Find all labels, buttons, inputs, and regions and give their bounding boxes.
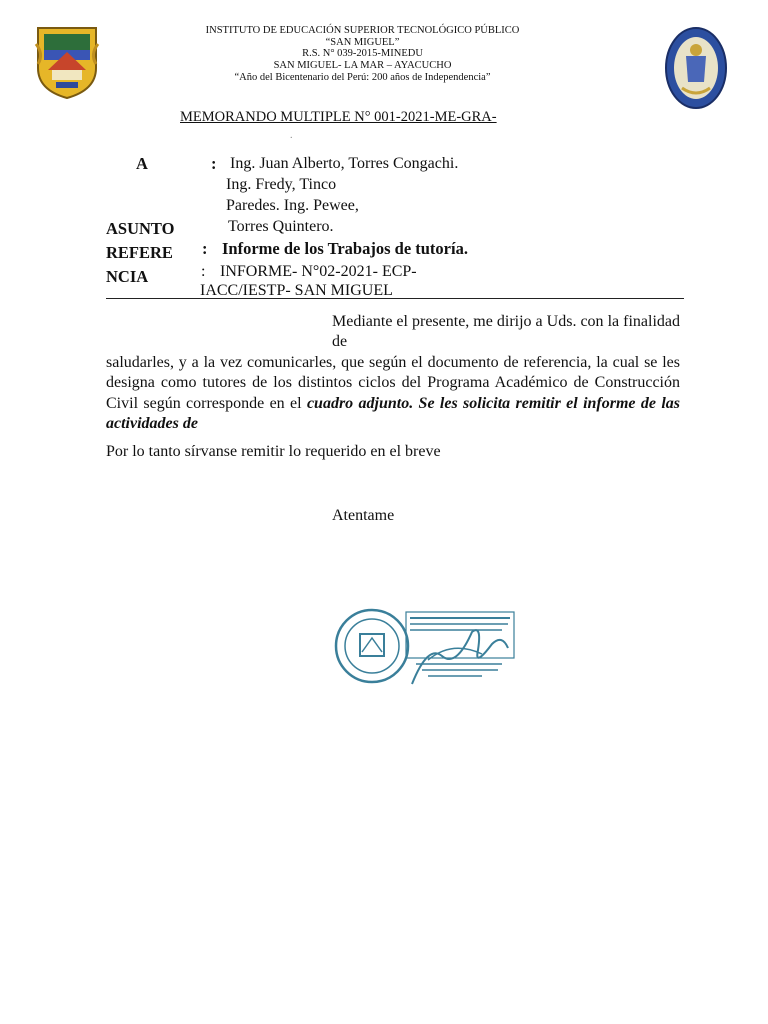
to-label: A	[136, 154, 148, 173]
paragraph-1-cut: cuadro adjunto. Se les solicita remitir el informe de las actividades de	[106, 394, 680, 432]
reference-text-cut: IACC/IESTP- SAN MIGUEL	[200, 282, 393, 299]
to-colon: :	[211, 154, 217, 173]
resolution-number: R.S. N° 039-2015-MINEDU	[302, 48, 423, 59]
seal-icon	[664, 26, 728, 110]
stamp-signature-icon	[332, 604, 518, 690]
recipient-line-4: Torres Quintero.	[228, 218, 334, 235]
recipient-line-3: Paredes. Ing. Pewee,	[226, 197, 359, 214]
reference-label-2: NCIA	[106, 267, 149, 286]
year-motto: “Año del Bicentenario del Perú: 200 años de Independencia”	[234, 72, 491, 83]
reference-text: INFORME- N°02-2021- ECP-	[220, 263, 417, 280]
location: SAN MIGUEL- LA MAR – AYACUCHO	[273, 60, 452, 71]
stray-dot: .	[290, 130, 293, 141]
institute-crest-icon	[34, 24, 100, 100]
recipient-line-2: Ing. Fredy, Tinco	[226, 176, 337, 193]
reference-colon: :	[201, 263, 206, 280]
reference-label-1: REFERE	[106, 243, 173, 262]
paragraph-1-start: Mediante el presente, me dirijo a Uds. con la finalidad de	[332, 313, 680, 351]
paragraph-2: Por lo tanto sírvanse remitir lo requerido en el breve	[106, 443, 441, 460]
closing: Atentame	[332, 507, 395, 524]
subject-colon: :	[202, 239, 208, 258]
paragraph-1	[106, 353, 680, 432]
subject-label: ASUNTO	[106, 219, 175, 238]
institute-short-name: “SAN MIGUEL”	[325, 37, 400, 48]
paragraph-1-rest: saludarles, y a la vez comunicarles, que según el documento de referencia, la cual se les designa como tutores de los distintos ciclos del Programa Académico de Construcción Civil según corresponde en el	[106, 354, 680, 412]
recipient-line-1: Ing. Juan Alberto, Torres Congachi.	[230, 155, 459, 172]
divider	[106, 298, 684, 299]
memo-title: MEMORANDO MULTIPLE N° 001-2021-ME-GRA-	[180, 109, 497, 125]
subject-text: Informe de los Trabajos de tutoría.	[222, 239, 468, 258]
reference-overflow	[200, 282, 440, 299]
institute-name: INSTITUTO DE EDUCACIÓN SUPERIOR TECNOLÓGICO PÚBLICO	[205, 25, 520, 36]
